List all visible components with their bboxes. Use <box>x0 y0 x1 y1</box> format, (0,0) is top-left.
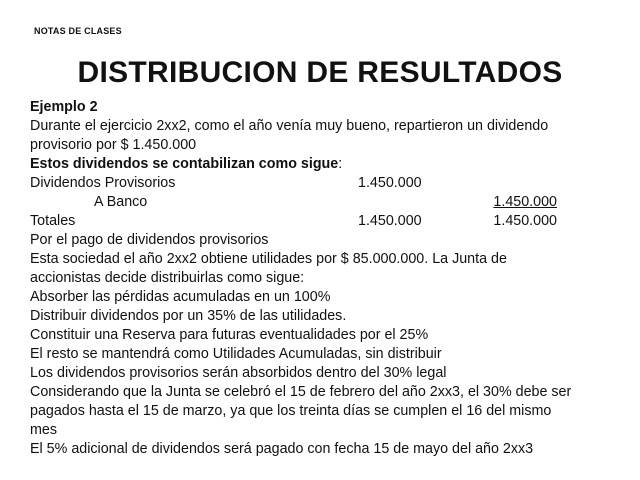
accounting-colon: : <box>338 156 343 172</box>
journal-row <box>30 174 635 193</box>
header-note: NOTAS DE CLASES <box>34 26 122 36</box>
journal-account: Dividendos Provisorios <box>30 175 176 191</box>
body-line: Constituir una Reserva para futuras eventualidades por el 25% <box>30 327 429 343</box>
journal-account: Totales <box>30 213 76 229</box>
journal-account: A Banco <box>94 194 148 210</box>
journal-credit: 1.450.000 <box>493 194 557 210</box>
body-line: Distribuir dividendos por un 35% de las utilidades. <box>30 308 347 324</box>
body-line: El 5% adicional de dividendos será pagado con fecha 15 de mayo del año 2xx3 <box>30 441 534 457</box>
intro-line-1: Durante el ejercicio 2xx2, como el año venía muy bueno, repartieron un dividendo <box>30 118 549 134</box>
body-line: Absorber las pérdidas acumuladas en un 100% <box>30 289 331 305</box>
journal-gloss: Por el pago de dividendos provisorios <box>30 232 269 248</box>
content-body <box>30 98 635 459</box>
body-line: pagados hasta el 15 de marzo, ya que los treinta días se cumplen el 16 del mismo <box>30 403 552 419</box>
body-line: El resto se mantendrá como Utilidades Acumuladas, sin distribuir <box>30 346 442 362</box>
body-line: mes <box>30 422 58 438</box>
body-line: Esta sociedad el año 2xx2 obtiene utilidades por $ 85.000.000. La Junta de <box>30 251 507 267</box>
journal-row <box>30 212 635 231</box>
journal-debit: 1.450.000 <box>358 213 422 229</box>
body-line: Los dividendos provisorios serán absorbidos dentro del 30% legal <box>30 365 447 381</box>
journal-credit: 1.450.000 <box>493 213 557 229</box>
intro-line-2: provisorio por $ 1.450.000 <box>30 137 197 153</box>
journal-row <box>30 193 635 212</box>
body-line: Considerando que la Junta se celebró el 15 de febrero del año 2xx3, el 30% debe ser <box>30 384 572 400</box>
example-heading: Ejemplo 2 <box>30 99 98 115</box>
journal-debit: 1.450.000 <box>358 175 422 191</box>
page-title: DISTRIBUCION DE RESULTADOS <box>77 56 563 89</box>
body-line: accionistas decide distribuirlas como sigue: <box>30 270 305 286</box>
accounting-label: Estos dividendos se contabilizan como sigue <box>30 156 339 172</box>
accounting-label-line <box>30 155 635 174</box>
